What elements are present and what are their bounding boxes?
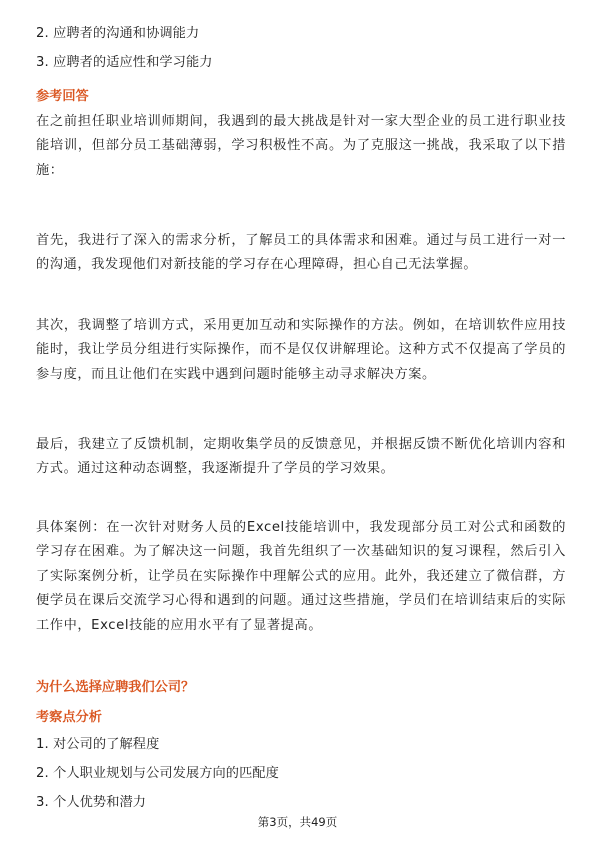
list-item: 3. 应聘者的适应性和学习能力 <box>36 55 213 70</box>
paragraph-second: 其次，我调整了培训方式，采用更加互动和实际操作的方法。例如，在培训软件应用技能时，我让学员分组进行实际操作，而不是仅仅讲解理论。这种方式不仅提高了学员的参与度，而且让他们在实践中遇到问题时能够主动寻求解决方案。 <box>36 318 566 382</box>
list-item: 2. 应聘者的沟通和协调能力 <box>36 26 200 41</box>
paragraph-intro: 在之前担任职业培训师期间，我遇到的最大挑战是针对一家大型企业的员工进行职业技能培训，但部分员工基础薄弱，学习积极性不高。为了克服这一挑战，我采取了以下措施： <box>36 114 566 178</box>
page-footer: 第3页，共49页 <box>257 815 338 829</box>
list-item: 2. 个人职业规划与公司发展方向的匹配度 <box>36 766 279 781</box>
paragraph-third: 最后，我建立了反馈机制，定期收集学员的反馈意见，并根据反馈不断优化培训内容和方式。通过这种动态调整，我逐渐提升了学员的学习效果。 <box>36 437 566 477</box>
answer-heading: 参考回答 <box>36 89 89 104</box>
paragraph-case: 具体案例：在一次针对财务人员的Excel技能培训中，我发现部分员工对公式和函数的学习存在困难。为了解决这一问题，我首先组织了一次基础知识的复习课程，然后引入了实际案例分析，让学员在实际操作中理解公式的应用。此外，我还建立了微信群，方便学员在课后交流学习心得和遇到的问题。通过这些措施，学员们在培训结束后的实际工作中，Excel技能的应用水平有了显著提高。 <box>36 520 566 633</box>
list-item: 3. 个人优势和潜力 <box>36 795 147 810</box>
question-heading: 为什么选择应聘我们公司？ <box>36 680 195 695</box>
analysis-heading: 考察点分析 <box>36 710 102 725</box>
paragraph-first: 首先，我进行了深入的需求分析，了解员工的具体需求和困难。通过与员工进行一对一的沟通，我发现他们对新技能的学习存在心理障碍，担心自己无法掌握。 <box>36 233 566 273</box>
list-item: 1. 对公司的了解程度 <box>36 737 160 752</box>
